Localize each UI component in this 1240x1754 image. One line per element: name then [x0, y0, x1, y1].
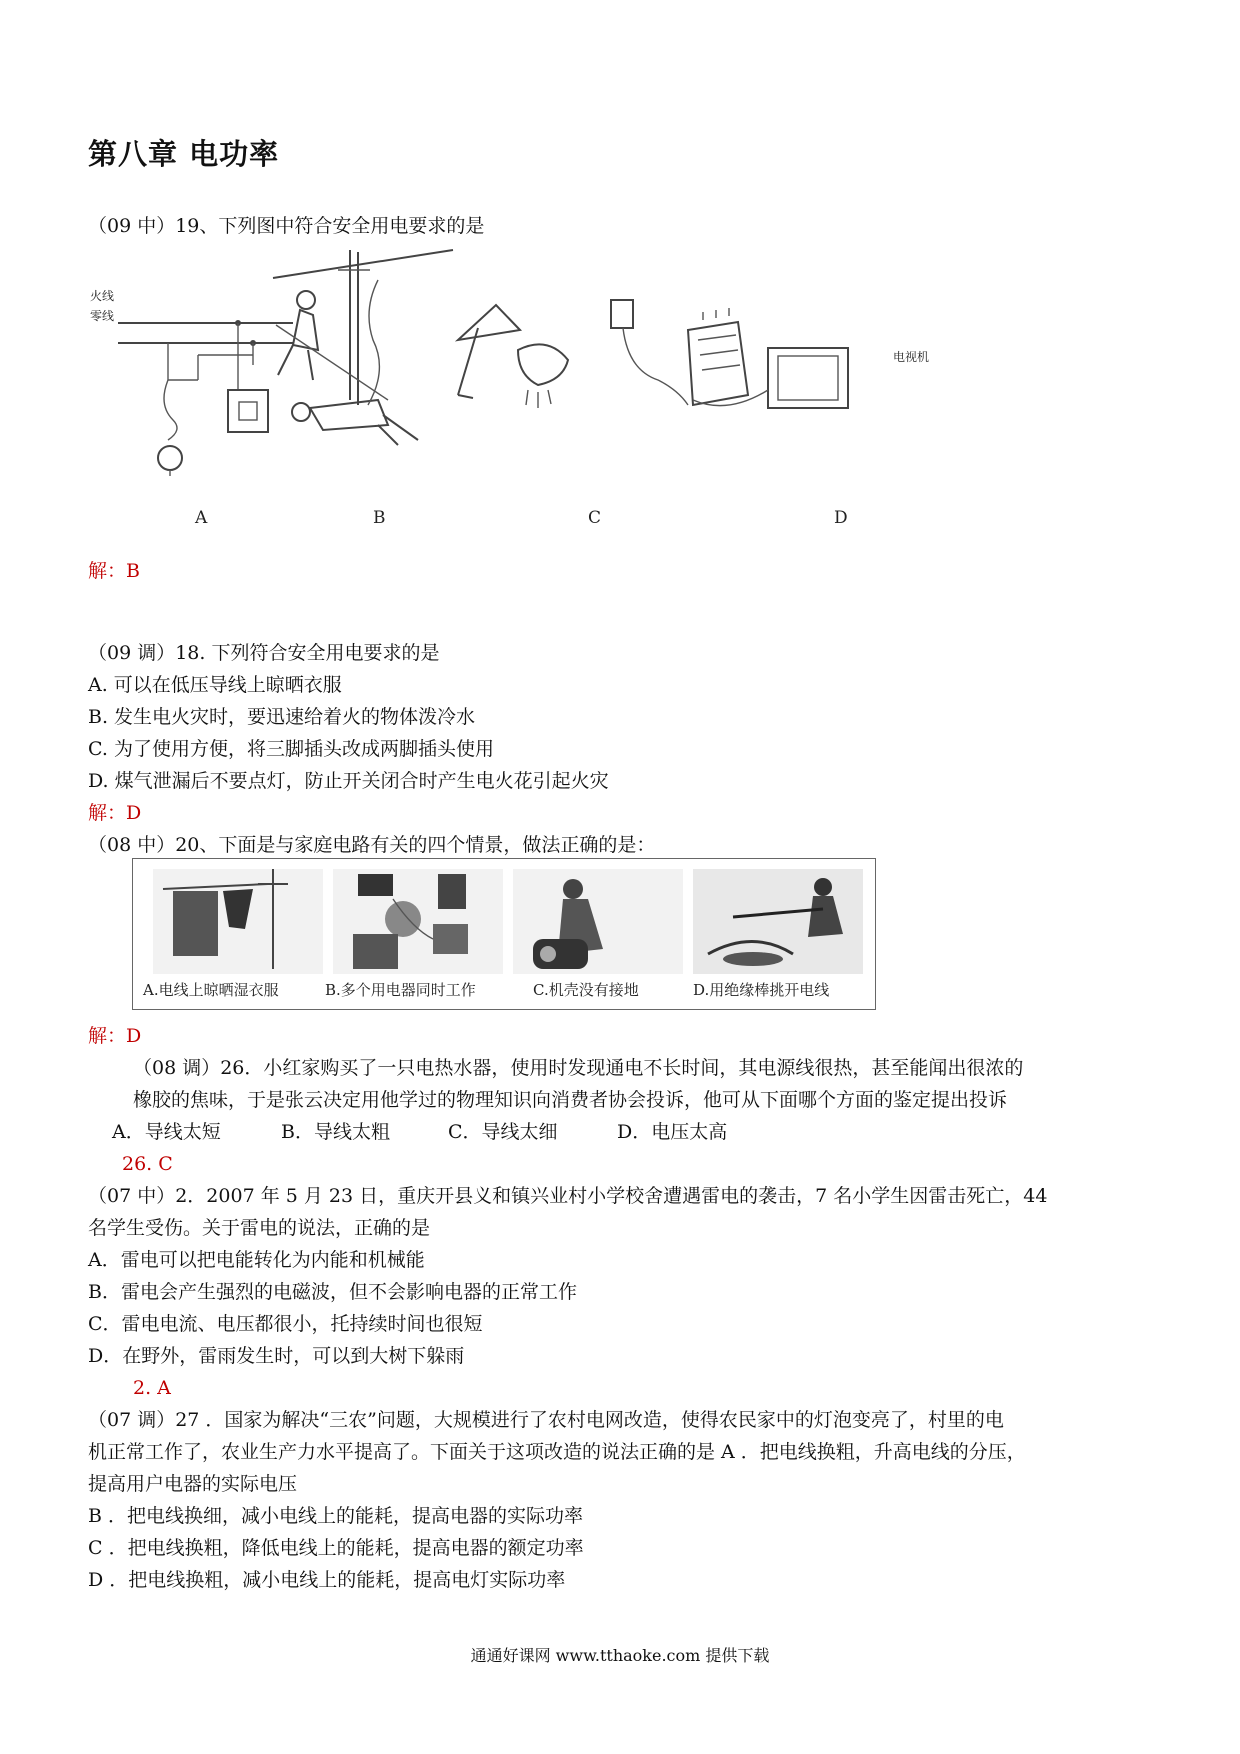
question-stem: （09 中）19、下列图中符合安全用电要求的是 — [88, 215, 485, 237]
question-stem: （08 中）20、下面是与家庭电路有关的四个情景，做法正确的是： — [88, 834, 656, 856]
answer: 解：D — [88, 802, 142, 824]
neutral-wire-label: 零线 — [90, 309, 115, 323]
caption-d: D.用绝缘棒挑开电线 — [693, 981, 830, 999]
option-label-a: A — [195, 508, 208, 528]
scene-a-circuit — [118, 320, 293, 476]
option-a: A．导线太短 — [112, 1121, 221, 1143]
answer: 26. C — [122, 1153, 173, 1175]
scene-d-heater-tv — [611, 300, 848, 408]
option-b: B ．把电线换细，减小电线上的能耗，提高电器的实际功率 — [88, 1505, 584, 1527]
question-stem-line-2: 名学生受伤。关于雷电的说法，正确的是 — [88, 1217, 431, 1239]
question-stem-line-1: （07 中）2．2007 年 5 月 23 日，重庆开县义和镇兴业村小学校舍遭遇雷电的袭击，7 名小学生因雷击死亡，44 — [88, 1185, 1048, 1207]
live-wire-label: 火线 — [90, 289, 115, 303]
scene-insulated-rod — [693, 869, 863, 974]
option-b: B．导线太粗 — [281, 1121, 390, 1143]
question-stem-line-2: 橡胶的焦味，于是张云决定用他学过的物理知识向消费者协会投诉，他可从下面哪个方面的鉴定提出投诉 — [133, 1089, 1008, 1111]
question-stem-line-3: 提高用户电器的实际电压 — [88, 1473, 298, 1495]
question-stem-line-1: （07 调）27 ．国家为解决“三农”问题，大规模进行了农村电网改造，使得农民家中的灯泡变亮了，村里的电 — [88, 1409, 1004, 1431]
option-c: C. 为了使用方便，将三脚插头改成两脚插头使用 — [88, 738, 494, 760]
page-footer: 通通好课网 www.tthaoke.com 提供下载 — [470, 1646, 770, 1665]
page-title: 第八章 电功率 — [88, 137, 280, 171]
option-d: D．电压太高 — [617, 1121, 728, 1143]
caption-a: A.电线上晾晒湿衣服 — [143, 981, 279, 999]
option-label-b: B — [373, 508, 386, 528]
question-stem-line-2: 机正常工作了，农业生产力水平提高了。下面关于这项改造的说法正确的是 A ．把电线换粗，升高电线的分压， — [88, 1441, 1026, 1463]
tv-label: 电视机 — [893, 350, 930, 364]
question-stem: （09 调）18. 下列符合安全用电要求的是 — [88, 642, 440, 664]
figure-safety-scenes — [88, 240, 968, 530]
answer: 2. A — [133, 1377, 171, 1399]
option-a: A. 可以在低压导线上晾晒衣服 — [88, 674, 342, 696]
option-d: D．在野外，雷雨发生时，可以到大树下躲雨 — [88, 1345, 465, 1367]
question-stem-line-1: （08 调）26．小红家购买了一只电热水器，使用时发现通电不长时间，其电源线很热，甚至能闻出很浓的 — [133, 1057, 1024, 1079]
option-b: B. 发生电火灾时，要迅速给着火的物体泼冷水 — [88, 706, 476, 728]
option-c: C ．把电线换粗，降低电线上的能耗，提高电器的额定功率 — [88, 1537, 584, 1559]
figure-household-circuit — [132, 858, 876, 1010]
answer: 解：B — [88, 560, 140, 582]
scene-clothes-on-wire — [153, 869, 323, 974]
scene-b-rescue — [273, 250, 453, 445]
option-label-d: D — [834, 508, 848, 528]
option-c: C．雷电电流、电压都很小，托持续时间也很短 — [88, 1313, 483, 1335]
option-label-c: C — [588, 508, 602, 528]
caption-c: C.机壳没有接地 — [533, 981, 639, 999]
answer: 解：D — [88, 1025, 142, 1047]
scene-multiple-appliances — [333, 869, 503, 974]
option-d: D ．把电线换粗，减小电线上的能耗，提高电灯实际功率 — [88, 1569, 566, 1591]
option-d: D. 煤气泄漏后不要点灯，防止开关闭合时产生电火花引起火灾 — [88, 770, 609, 792]
option-a: A．雷电可以把电能转化为内能和机械能 — [88, 1249, 425, 1271]
caption-b: B.多个用电器同时工作 — [325, 981, 476, 999]
scene-ungrounded-machine — [513, 869, 683, 974]
option-c: C．导线太细 — [448, 1121, 558, 1143]
scene-c-lamp — [458, 305, 568, 408]
option-b: B．雷电会产生强烈的电磁波，但不会影响电器的正常工作 — [88, 1281, 577, 1303]
figure-drawing — [133, 859, 875, 977]
figure-drawing — [88, 240, 968, 530]
